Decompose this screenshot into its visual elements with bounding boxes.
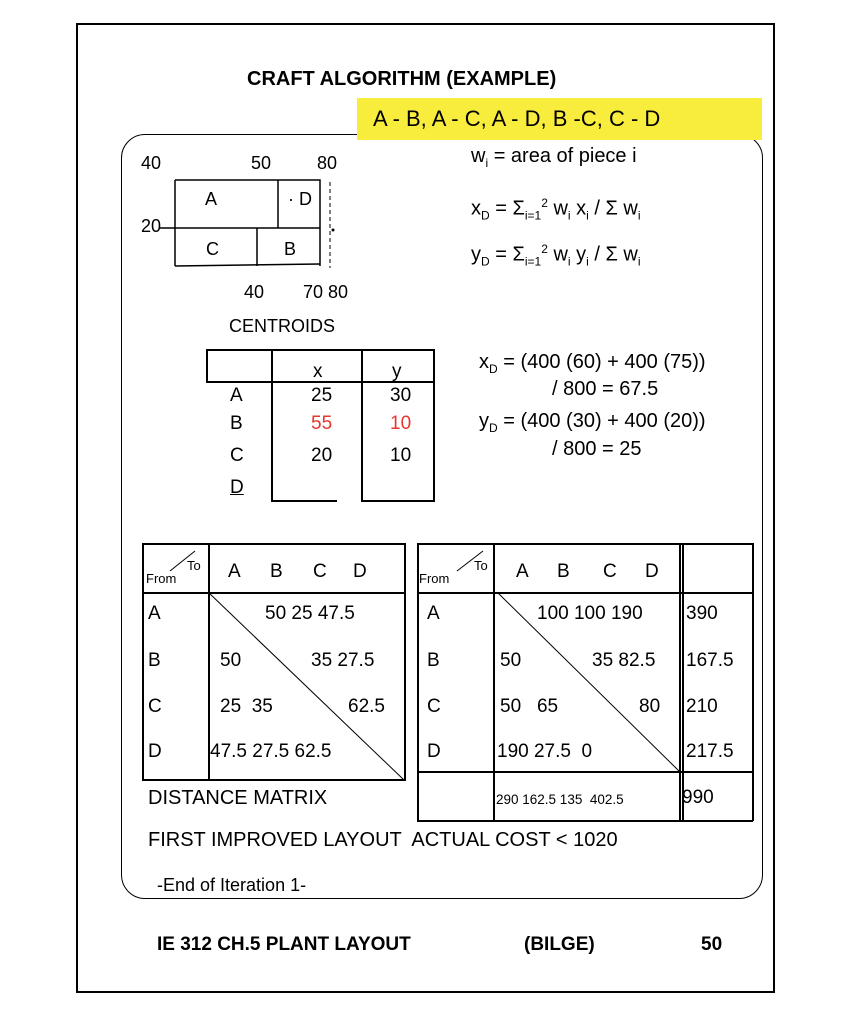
dm-c-d: 62.5 [348,696,385,717]
sketch-cell-a: A [205,189,218,209]
cm-b-a: 50 [500,650,522,671]
sketch-label-80: 80 [317,153,338,173]
cm-a-values: 100 100 190 [537,603,643,624]
centroids-a-x: 25 [311,385,333,406]
centroids-b-y: 10 [390,413,412,434]
cm-row-a: A [427,603,440,624]
centroids-b-x: 55 [311,413,333,434]
dm-col-c: C [313,561,327,582]
cm-row-d: D [427,741,441,762]
sketch-cell-d: · D [288,189,312,209]
centroids-label-d: D [230,477,244,498]
cm-col-d: D [645,561,659,582]
formula-xd: $x_D = \Sigma_{i=1}^2$ $w_i$ $x_i$ / Σ $w_i$ [471,196,641,223]
layout-sketch [160,172,360,272]
formula-wi: $w_i$ = area of piece i [471,145,637,170]
iteration-note: -End of Iteration 1- [157,875,307,895]
calc-yd-line1: $y_D = (400$ (30) + 400 (20)) [479,410,706,435]
cm-col-b: B [557,561,570,582]
centroids-heading: CENTROIDS [229,316,336,336]
sketch-label-40: 40 [141,153,162,173]
cm-total-c: 210 [686,696,718,717]
cm-to-label: To [474,558,488,573]
sketch-cell-b: B [284,239,297,259]
footer-page: 50 [701,934,723,955]
cm-col-c: C [603,561,617,582]
centroids-c-y: 10 [390,445,412,466]
dm-row-b: B [148,650,161,671]
slide-title: CRAFT ALGORITHM (EXAMPLE) [247,68,557,90]
cm-d-values: 190 27.5 0 [497,741,593,762]
centroids-header-x: x [313,361,323,382]
cm-row-b: B [427,650,440,671]
calc-yd-line2: / 800 = 25 [552,438,642,460]
dm-col-a: A [228,561,241,582]
formula-yd: $y_D = \Sigma_{i=1}^2$ $w_i$ $y_i$ / Σ $w_i$ [471,242,641,269]
dm-d-values: 47.5 27.5 62.5 [210,741,332,762]
dm-row-a: A [148,603,161,624]
cm-col-a: A [516,561,529,582]
dm-col-d: D [353,561,367,582]
calc-xd-line2: / 800 = 67.5 [552,378,659,400]
cm-from-label: From [419,571,450,586]
sketch-bottom-70-80: 70 80 [303,282,349,302]
sketch-label-50: 50 [251,153,272,173]
sketch-cell-c: C [206,239,219,259]
dm-a-values: 50 25 47.5 [265,603,355,624]
dm-row-c: C [148,696,162,717]
dm-col-b: B [270,561,283,582]
cm-grand-total: 990 [682,787,714,808]
centroids-header-y: y [392,361,402,382]
cm-total-a: 390 [686,603,718,624]
centroids-a-y: 30 [390,385,412,406]
footer-course: IE 312 CH.5 PLANT LAYOUT [157,934,411,955]
cm-c-ab: 50 65 [500,696,559,717]
cm-row-c: C [427,696,441,717]
result-line: FIRST IMPROVED LAYOUT ACTUAL COST < 1020 [148,829,618,851]
cm-c-d: 80 [639,696,661,717]
sketch-bottom-40: 40 [244,282,265,302]
centroids-c-x: 20 [311,445,333,466]
centroids-label-a: A [230,385,243,406]
calc-xd-line1: $x_D = (400$ (60) + 400 (75)) [479,351,706,376]
distance-matrix-caption: DISTANCE MATRIX [148,787,328,809]
dm-from-label: From [146,571,177,586]
dm-b-values: 35 27.5 [311,650,375,671]
dm-row-d: D [148,741,162,762]
cm-total-b: 167.5 [686,650,734,671]
centroids-label-c: C [230,445,244,466]
centroids-label-b: B [230,413,243,434]
pairs-highlight: A - B, A - C, A - D, B -C, C - D [357,98,762,140]
cm-column-totals: 290 162.5 135 402.5 [496,792,624,807]
cm-b-values: 35 82.5 [592,650,656,671]
cm-total-d: 217.5 [686,741,734,762]
dm-c-ab: 25 35 [220,696,273,717]
dm-b-a: 50 [220,650,242,671]
footer-author: (BILGE) [524,934,595,955]
dm-to-label: To [187,558,201,573]
sketch-label-20: 20 [141,216,162,236]
